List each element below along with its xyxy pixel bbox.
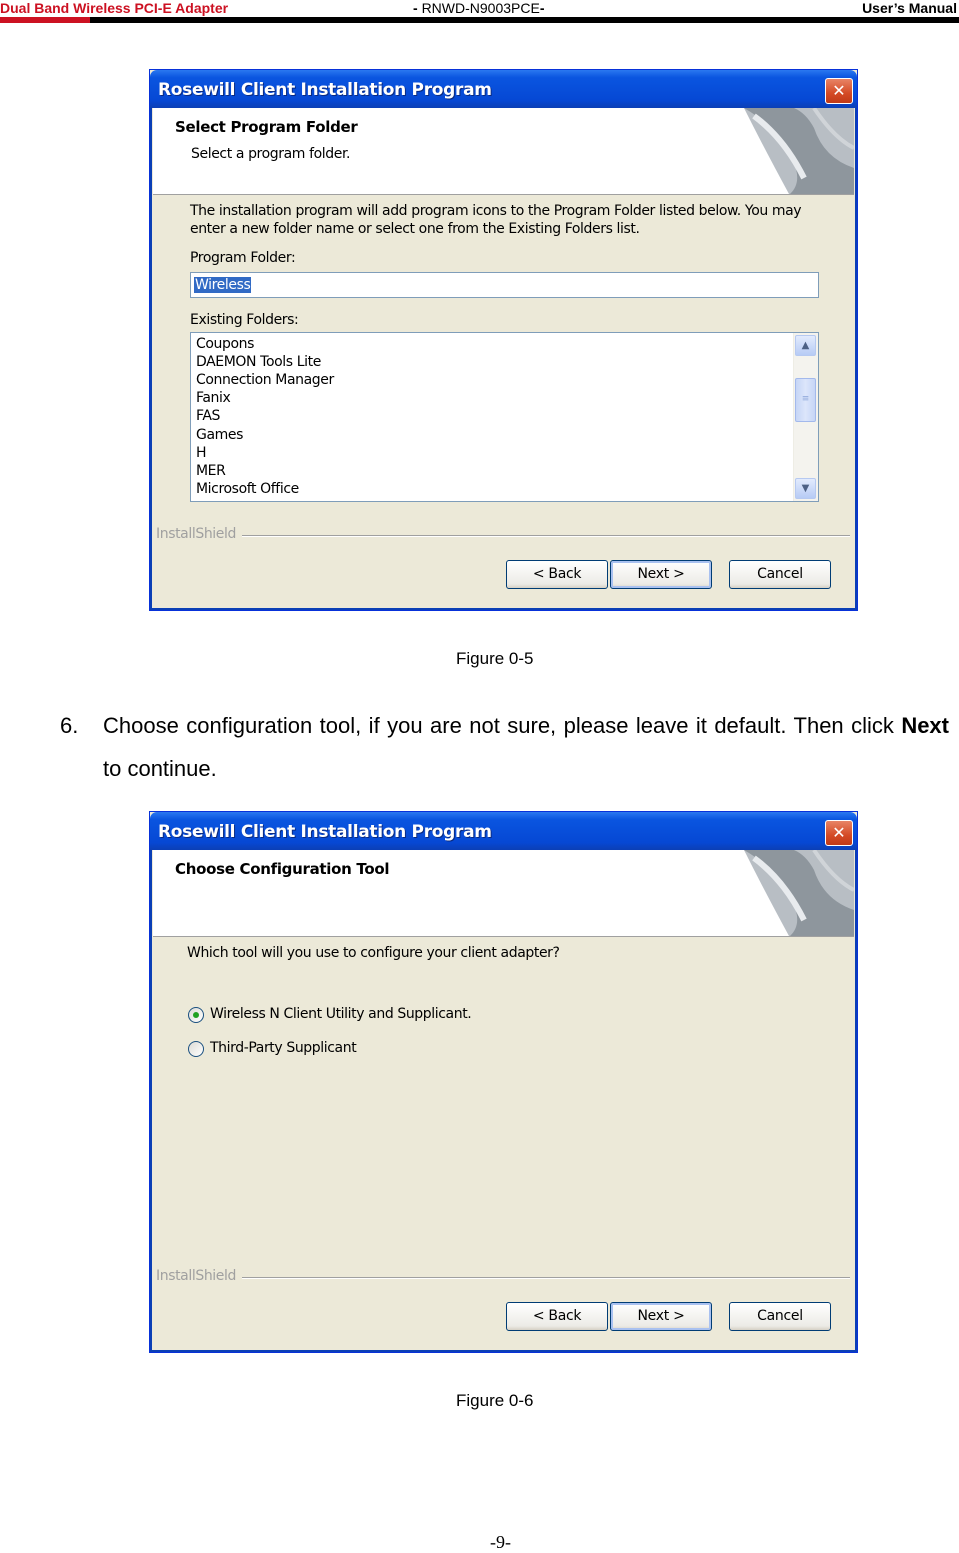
cancel-button[interactable]: Cancel (729, 560, 831, 589)
close-icon: ✕ (832, 823, 846, 842)
select-folder-dialog (149, 69, 858, 611)
installshield-label: InstallShield (156, 1268, 236, 1284)
banner-subtitle: Select a program folder. (191, 146, 351, 162)
program-folder-value: Wireless (195, 277, 251, 293)
scroll-down-icon[interactable]: ▼ (795, 478, 816, 499)
existing-folders-list[interactable] (190, 332, 819, 502)
list-item[interactable]: Coupons (196, 336, 255, 352)
installer-graphic-icon (694, 850, 854, 936)
page-header (0, 0, 959, 24)
next-emphasis: Next (901, 713, 949, 738)
banner-title: Choose Configuration Tool (175, 860, 390, 878)
list-item[interactable]: DAEMON Tools Lite (196, 354, 321, 370)
installshield-label: InstallShield (156, 526, 236, 542)
list-item[interactable]: Games (196, 427, 243, 443)
list-item[interactable]: FAS (196, 408, 221, 424)
title-bar (150, 70, 857, 108)
next-button[interactable]: Next > (610, 560, 712, 589)
back-button[interactable]: < Back (506, 560, 608, 589)
scroll-thumb[interactable]: ≡ (795, 378, 816, 422)
radio-third-party[interactable] (188, 1041, 204, 1057)
list-item[interactable]: Microsoft Office (196, 481, 299, 497)
instructions-line-1: The installation program will add program icons to the Program Folder listed below. You may (190, 203, 802, 219)
title-bar (150, 812, 857, 850)
figure-caption: Figure 0-5 (456, 649, 534, 668)
list-item[interactable]: MER (196, 463, 226, 479)
next-button[interactable]: Next > (610, 1302, 712, 1331)
header-manual: User’s Manual (862, 0, 957, 16)
close-button[interactable] (825, 820, 853, 846)
step-number: 6. (60, 713, 79, 738)
radio-wireless-utility[interactable] (188, 1007, 204, 1023)
program-folder-label: Program Folder: (190, 250, 296, 266)
list-item[interactable]: Connection Manager (196, 372, 334, 388)
option-label[interactable]: Third-Party Supplicant (210, 1040, 357, 1056)
existing-folders-label: Existing Folders: (190, 312, 299, 328)
config-question: Which tool will you use to configure your client adapter? (187, 945, 560, 961)
figure-caption: Figure 0-6 (456, 1391, 534, 1410)
dialog-banner (153, 108, 854, 195)
program-folder-input[interactable] (190, 272, 819, 298)
instructions-line-2: enter a new folder name or select one from the Existing Folders list. (190, 221, 640, 237)
window-title: Rosewill Client Installation Program (158, 822, 492, 842)
scroll-up-icon[interactable]: ▲ (795, 335, 816, 356)
list-item[interactable]: H (196, 445, 207, 461)
header-rule-red (0, 17, 90, 23)
cancel-button[interactable]: Cancel (729, 1302, 831, 1331)
separator (242, 1277, 850, 1279)
close-icon: ✕ (832, 81, 846, 100)
step-text: Choose configuration tool, if you are not sure, please leave it default. Then click Next to continue. (103, 713, 949, 781)
installer-graphic-icon (694, 108, 854, 194)
option-label[interactable]: Wireless N Client Utility and Supplicant. (210, 1006, 472, 1022)
list-item[interactable]: Fanix (196, 390, 231, 406)
separator (242, 535, 850, 537)
window-title: Rosewill Client Installation Program (158, 80, 492, 100)
close-button[interactable] (825, 78, 853, 104)
page-number: -9- (490, 1532, 511, 1552)
dialog-banner (153, 850, 854, 937)
header-model: - RNWD-N9003PCE- (413, 0, 545, 16)
header-rule-black (90, 17, 959, 23)
config-tool-dialog (149, 811, 858, 1353)
list-scrollbar[interactable] (793, 333, 818, 501)
back-button[interactable]: < Back (506, 1302, 608, 1331)
header-product: Dual Band Wireless PCI-E Adapter (0, 0, 229, 16)
banner-title: Select Program Folder (175, 118, 358, 136)
